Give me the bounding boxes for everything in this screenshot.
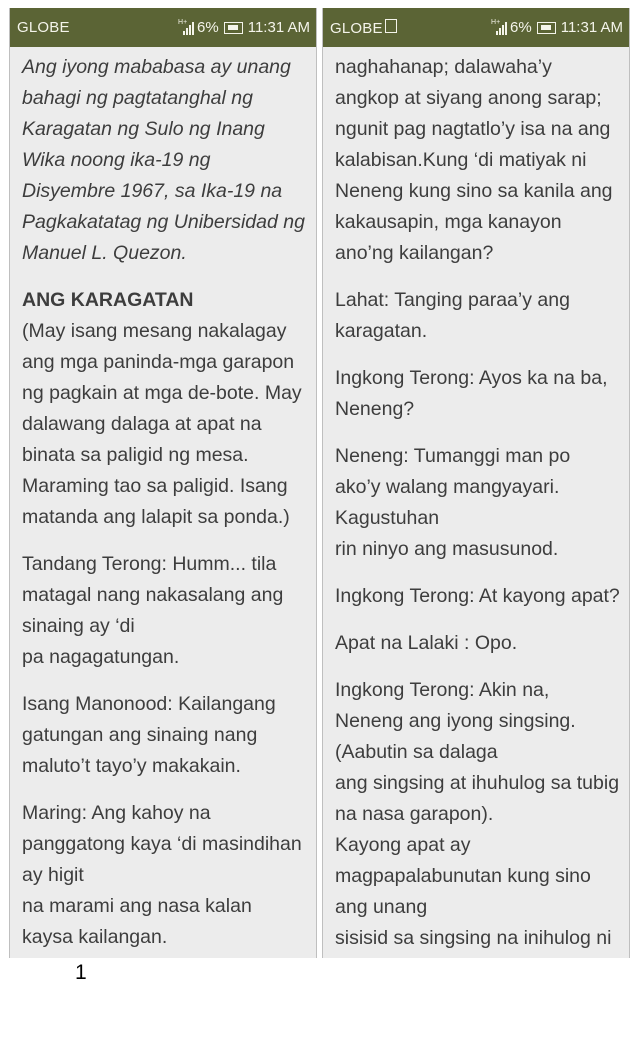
- dialogue-line: Lahat: Tanging paraa’y ang karagatan.: [335, 289, 570, 342]
- dialogue-line: Isang Manonood: Kailangang gatungan ang sinaing nang maluto’t tayo’y makakain.: [22, 693, 276, 777]
- dialogue-line: Apat na Lalaki : Opo.: [335, 632, 518, 654]
- dialogue-line: ang singsing at ihuhulog sa tubig na nasa garapon).: [335, 772, 620, 825]
- dialogue-paragraph: [335, 52, 620, 269]
- clock: 11:31 AM: [560, 19, 623, 36]
- dialogue-paragraph: [22, 689, 307, 782]
- dialogue-line: naghahanap; dalawaha’y angkop at siyang anong sarap; ngunit pag nagtatlo’y isa na ang kalabisan.Kung ‘di matiyak ni Neneng kung sino sa kanila ang kakausapin, mga kanayon ano’ng kailangan?: [335, 56, 613, 264]
- battery-icon: [537, 22, 556, 34]
- dialogue-paragraph: [335, 628, 620, 659]
- dialogue-paragraph: [335, 581, 620, 612]
- dialogue-paragraph: [335, 675, 620, 958]
- dialogue-paragraph: [335, 441, 620, 565]
- dialogue-paragraph: [335, 285, 620, 347]
- carrier-label: GLOBE: [17, 19, 70, 36]
- battery-icon: [224, 22, 243, 34]
- dialogue-line: Maring: Ang kahoy na panggatong kaya ‘di masindihan ay higit: [22, 802, 302, 886]
- left-screenshot-panel: [9, 8, 317, 958]
- dialogue-line: na marami ang nasa kalan kaysa kailangan.: [22, 895, 252, 948]
- section-heading: ANG KARAGATAN: [22, 289, 194, 311]
- dialogue-paragraph: [22, 549, 307, 673]
- dialogue-line: rin ninyo ang masusunod.: [335, 538, 559, 560]
- right-screenshot-panel: [322, 8, 630, 958]
- dialogue-line: Neneng: Tumanggi man po ako’y walang mangyayari. Kagustuhan: [335, 445, 571, 529]
- dialogue-line: Ingkong Terong: Ayos ka na ba, Neneng?: [335, 367, 608, 420]
- dialogue-line: Ingkong Terong: Akin na, Neneng ang iyong singsing. (Aabutin sa dalaga: [335, 679, 576, 763]
- document-text: [323, 47, 629, 958]
- status-right: [491, 19, 623, 36]
- dialogue-line: pa nagagatungan.: [22, 646, 180, 668]
- dialogue-paragraph: [22, 798, 307, 953]
- page-number: 1: [75, 961, 87, 984]
- signal-icon: H+: [178, 21, 194, 35]
- document-text: [10, 47, 316, 958]
- dialogue-line: Tandang Terong: Humm... tila matagal nang nakasalang ang sinaing ay ‘di: [22, 553, 284, 637]
- carrier-label: GLOBE: [330, 19, 397, 37]
- dialogue-line: Ingkong Terong: At kayong apat?: [335, 585, 620, 607]
- battery-percent: 6%: [510, 19, 532, 36]
- stage-direction: (May isang mesang nakalagay ang mga paninda-mga garapon ng pagkain at mga de-bote. May dalawang dalaga at apat na binata sa paligid ng mesa. Maraming tao sa paligid. Isang matanda ang lalapit sa ponda.): [22, 320, 302, 528]
- battery-percent: 6%: [197, 19, 219, 36]
- status-bar: [323, 8, 629, 47]
- sim-icon: [385, 19, 397, 33]
- status-right: [178, 19, 310, 36]
- status-bar: [10, 8, 316, 47]
- dialogue-line: sisisid sa singsing na inihulog ni: [335, 927, 612, 949]
- dialogue-paragraph: [335, 363, 620, 425]
- intro-paragraph: Ang iyong mababasa ay unang bahagi ng pagtatanghal ng Karagatan ng Sulo ng Inang Wika noong ika-19 ng Disyembre 1967, sa Ika-19 na Pagkakatatag ng Unibersidad ng Manuel L. Quezon.: [22, 56, 305, 264]
- clock: 11:31 AM: [247, 19, 310, 36]
- dialogue-line: Kayong apat ay magpapalabunutan kung sino ang unang: [335, 834, 591, 918]
- signal-icon: H+: [491, 21, 507, 35]
